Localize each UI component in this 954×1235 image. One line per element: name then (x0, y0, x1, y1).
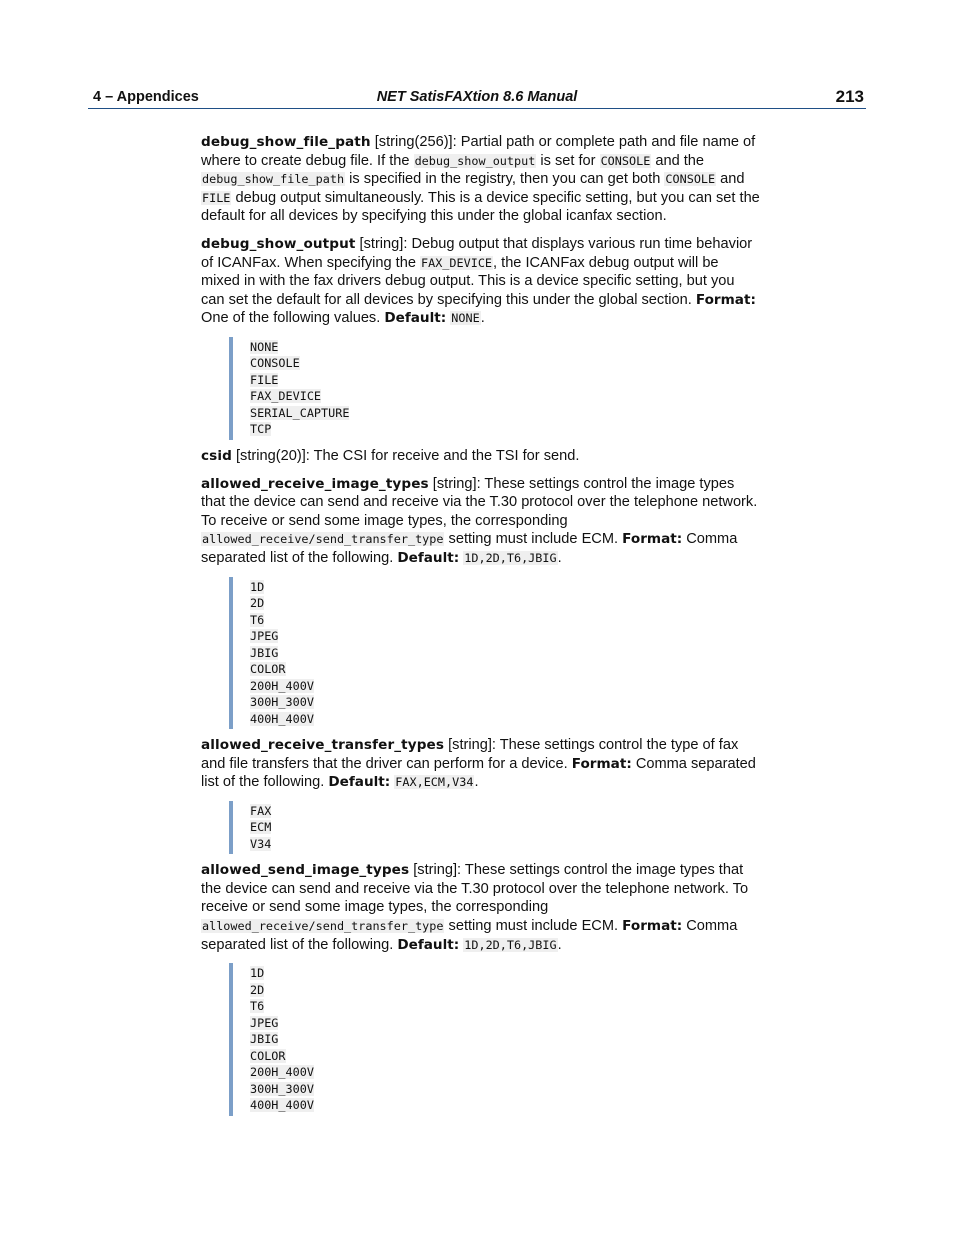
value-list (229, 963, 761, 1116)
list-item: T6 (250, 999, 265, 1014)
list-item: SERIAL_CAPTURE (250, 405, 350, 420)
default-value: FAX,ECM,V34 (395, 775, 474, 790)
manual-title: NET SatisFAXtion 8.6 Manual (376, 89, 578, 105)
default-label: Default: (328, 774, 391, 791)
list-item: 200H_400V (250, 678, 314, 693)
list-item: T6 (250, 612, 265, 627)
inline-code: allowed_receive/send_transfer_type (202, 919, 444, 934)
list-item: TCP (250, 422, 272, 437)
list-item: COLOR (250, 1048, 286, 1063)
list-item: 200H_400V (250, 1065, 314, 1080)
term-name: debug_show_file_path (201, 134, 371, 150)
term-name: allowed_receive_transfer_types (201, 737, 445, 753)
entry-debug-show-output: debug_show_output [string]: Debug output that displays various run time behavior of ICANFax. When specifying the FAX_DEVICE, the ICANFax debug output will be mixed in with the fax drivers debug output. This is a device specific setting, but you can set the default for all devices by specifying this under the global section. Format: One of the following values. Default: NONE. (201, 235, 756, 327)
list-item: V34 (250, 836, 272, 851)
list-item: 1D (250, 579, 265, 594)
value-list (229, 577, 761, 730)
list-item: JPEG (250, 1015, 279, 1030)
format-label: Format: (571, 755, 632, 772)
default-label: Default: (397, 936, 460, 953)
list-item: JPEG (250, 629, 279, 643)
list-item: 1D (250, 966, 265, 981)
term-name: allowed_receive_image_types (201, 475, 429, 492)
inline-code: CONSOLE (665, 172, 716, 187)
list-item: JBIG (250, 645, 279, 660)
page-content (201, 133, 761, 1123)
format-label: Format: (622, 531, 683, 548)
list-item: 2D (250, 596, 265, 610)
inline-code: allowed_receive/send_transfer_type (202, 532, 444, 547)
format-label: Format: (622, 918, 683, 935)
list-item: ECM (250, 820, 272, 835)
list-item: 300H_300V (250, 1081, 314, 1096)
entry-csid: csid [string(20)]: The CSI for receive and the TSI for send. (201, 447, 580, 464)
list-item: JBIG (250, 1032, 279, 1047)
entry-debug-show-file-path: debug_show_file_path [string(256)]: Partial path or complete path and file name of where to create debug file. If the debug_show_output is set for CONSOLE and the debug_show_file_path is specified in the registry, then you can get both CONSOLE and FILE debug output simultaneously. This is a device specific setting, but you can set the default for all devices by specifying this under the global icanfax section. (201, 134, 760, 225)
default-value: NONE (451, 311, 480, 326)
list-item: FAX (250, 803, 272, 818)
entry-allowed-send-image-types: allowed_send_image_types [string]: These settings control the image types that the device can send and receive via the T.30 protocol over the telephone network. To receive or send some image types, the corresponding allowed_receive/send_transfer_type setting must include ECM. Format: Comma separated list of the following. Default: 1D,2D,T6,JBIG. (201, 862, 749, 953)
default-value: 1D,2D,T6,JBIG (464, 550, 557, 565)
inline-code: debug_show_output (414, 153, 536, 168)
page-header (88, 88, 866, 109)
value-list (229, 337, 761, 440)
inline-code: FILE (202, 190, 231, 205)
page-number: 213 (835, 87, 864, 106)
entry-allowed-receive-image-types: allowed_receive_image_types [string]: These settings control the image types that the device can send and receive via the T.30 protocol over the telephone network. To receive or send some image types, the corresponding allowed_receive/send_transfer_type setting must include ECM. Format: Comma separated list of the following. Default: 1D,2D,T6,JBIG. (201, 475, 758, 566)
default-label: Default: (384, 310, 447, 327)
format-label: Format: (695, 291, 756, 308)
list-item: FAX_DEVICE (250, 389, 322, 404)
inline-code: debug_show_file_path (202, 172, 345, 187)
term-name: csid (201, 447, 232, 464)
default-value: 1D,2D,T6,JBIG (464, 937, 557, 952)
default-label: Default: (397, 549, 460, 566)
term-name: allowed_send_image_types (201, 862, 410, 879)
chapter-label: 4 – Appendices (93, 89, 199, 105)
entry-allowed-receive-transfer-types: allowed_receive_transfer_types [string]: These settings control the type of fax and file transfers that the driver can perform for a device. Format: Comma separated list of the following. Default: FAX,ECM,V34. (201, 737, 756, 791)
value-list (229, 801, 761, 855)
inline-code: CONSOLE (600, 153, 651, 168)
list-item: NONE (250, 339, 279, 354)
list-item: 400H_400V (250, 1098, 314, 1113)
term-name: debug_show_output (201, 235, 356, 252)
list-item: FILE (250, 372, 279, 387)
list-item: 300H_300V (250, 695, 314, 709)
list-item: COLOR (250, 662, 286, 676)
list-item: CONSOLE (250, 356, 300, 371)
list-item: 2D (250, 982, 265, 997)
list-item: 400H_400V (250, 711, 314, 726)
inline-code: FAX_DEVICE (421, 255, 493, 270)
